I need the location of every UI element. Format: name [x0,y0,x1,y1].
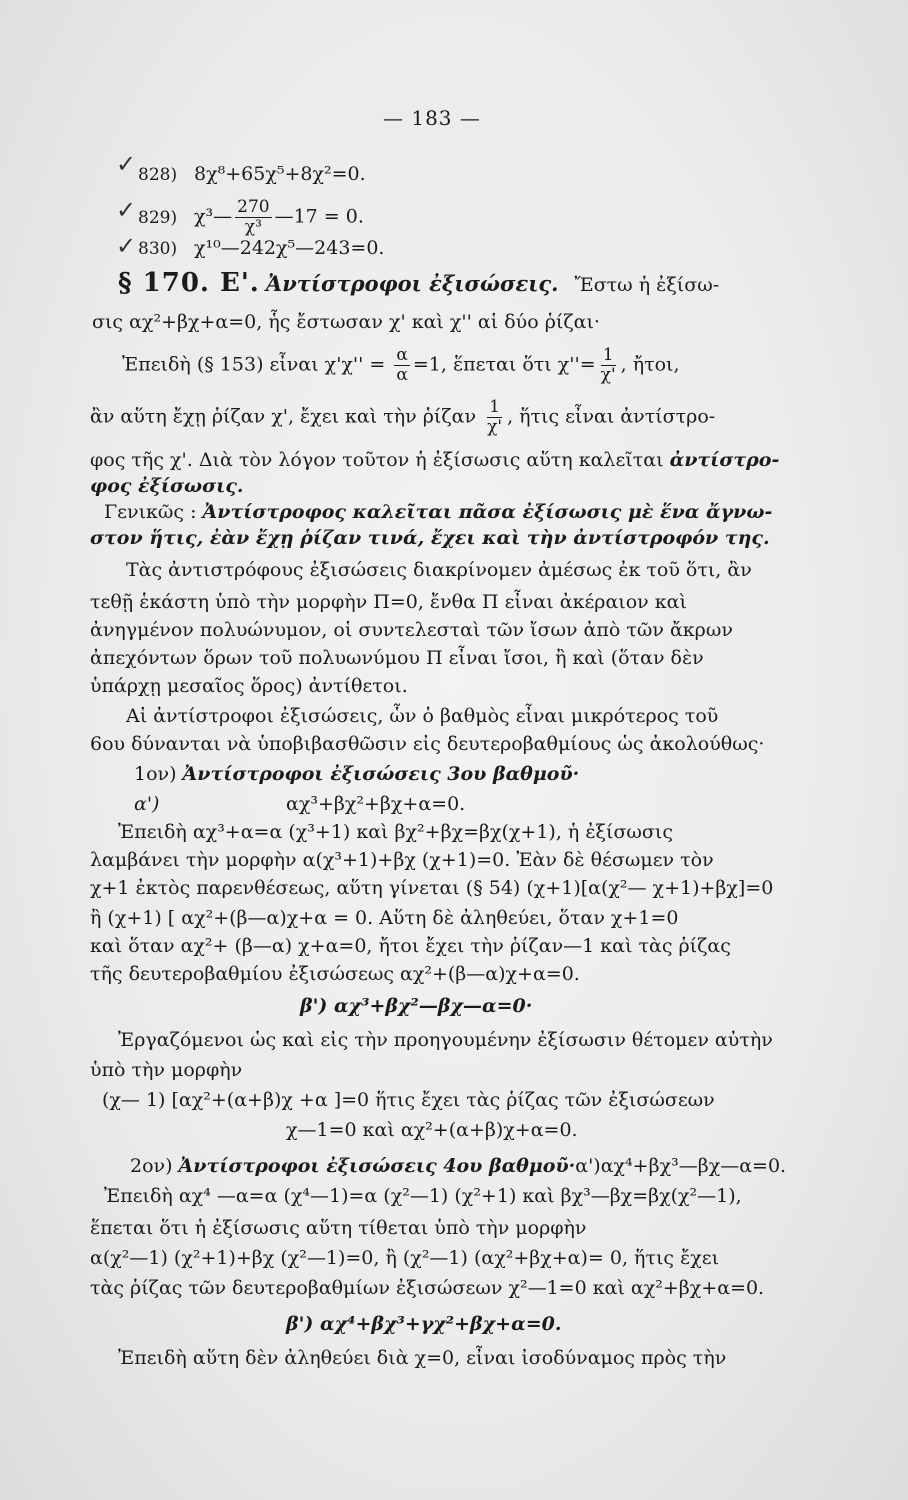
exercise-expression: 8χ⁸+65χ⁵+8χ²=0. [194,163,366,185]
subsection-heading [130,1154,786,1178]
text-line [90,448,779,472]
text-line: τῆς δευτεροβαθμίου ἐξισώσεως αχ²+(β—α)χ+α=0. [90,963,580,985]
pencil-check-icon: ✓ [116,150,137,178]
text-line: (χ— 1) [αχ²+(α+β)χ +α ]=0 ἥτις ἔχει τὰς ῥίζας τῶν ἐξισώσεων [102,1089,715,1111]
exercise-829 [138,198,364,237]
exercise-expression-post: —17 = 0. [274,205,364,228]
text-fragment: , ἤτοι, [620,353,680,376]
section-text: Ἔστω ἡ ἐξίσω- [574,274,720,296]
text-fragment: Γενικῶς : [104,501,197,523]
fraction [599,346,618,385]
fraction-numerator: α [396,345,408,365]
exercise-number: 828) [138,165,178,185]
equation-label: α') [134,793,160,815]
exercise-number: 829) [138,207,178,228]
equation: χ—1=0 καὶ αχ²+(α+β)χ+α=0. [286,1119,578,1141]
fraction-denominator: χ' [487,417,503,437]
text-line: σις αχ²+βχ+α=0, ἧς ἔστωσαν χ' καὶ χ'' αἱ δύο ῥίζαι· [92,311,600,333]
pencil-check-icon: ✓ [116,232,137,260]
text-line: τεθῇ ἑκάστη ὑπὸ τὴν μορφὴν Π=0, ἔνθα Π εἶναι ἀκέραιον καὶ [90,591,687,613]
text-line: Τὰς ἀντιστρόφους ἐξισώσεις διακρίνομεν ἀμέσως ἐκ τοῦ ὅτι, ἂν [126,559,752,581]
subsection-title: Ἀντίστροφοι ἐξισώσεις 4ου βαθμοῦ· [178,1155,576,1177]
subsection-heading [134,762,579,786]
exercise-828 [138,162,366,187]
emphasis-term: φος ἐξίσωσις. [90,475,244,497]
fraction-numerator: 1 [602,345,614,365]
text-line: ἕπεται ὅτι ἡ ἐξίσωσις αὕτη τίθεται ὑπὸ τὴν μορφὴν [90,1217,587,1239]
text-line: Αἱ ἀντίστροφοι ἐξισώσεις, ὧν ὁ βαθμὸς εἶναι μικρότερος τοῦ [126,705,719,727]
page-number: — 183 — [383,106,481,130]
fraction-denominator: χ' [600,365,616,385]
fraction-denominator: α [396,365,408,385]
fraction-numerator: 1 [489,397,500,417]
text-line: χ+1 ἐκτὸς παρενθέσεως, αὕτη γίνεται (§ 54) (χ+1)[α(χ²— χ+1)+βχ]=0 [90,877,774,899]
text-line: Ἐπειδὴ αὕτη δὲν ἀληθεύει διὰ χ=0, εἶναι ἰσοδύναμος πρὸς τὴν [118,1347,727,1369]
section-heading [118,268,719,300]
fraction-numerator: 270 [237,197,270,217]
fraction [394,346,409,385]
exercise-expression-pre: χ³— [194,205,233,228]
exercise-number: 830) [138,239,178,259]
text-line: ἀνηγμένον πολυώνυμον, οἱ συντελεσταὶ τῶν ἴσων ἀπὸ τῶν ἄκρων [90,619,733,641]
subsection-title: Ἀντίστροφοι ἐξισώσεις 3ου βαθμοῦ· [182,763,580,785]
fraction-denominator: χ³ [244,217,262,237]
text-line: α(χ²—1) (χ²+1)+βχ (χ²—1)=0, ἢ (χ²—1) (αχ²+βχ+α)= 0, ἥτις ἔχει [90,1247,720,1269]
text-line: τὰς ῥίζας τῶν δευτεροβαθμίων ἐξισώσεων χ²—1=0 καὶ αχ²+βχ+α=0. [90,1277,765,1299]
text-line: ἀπεχόντων ὅρων τοῦ πολυωνύμου Π εἶναι ἴσοι, ἢ καὶ (ὅταν δὲν [90,647,704,669]
fraction [485,398,504,437]
section-mark: § 170. Ε'. [118,268,260,298]
equation: β') αχ⁴+βχ³+γχ²+βχ+α=0. [286,1313,562,1335]
text-line: Ἐργαζόμενοι ὡς καὶ εἰς τὴν προηγουμένην ἐξίσωσιν θέτομεν αὐτὴν [118,1029,773,1051]
text-line: ὑπάρχῃ μεσαῖος ὅρος) ἀντίθετοι. [90,675,408,697]
text-fragment: ἂν αὕτη ἔχῃ ῥίζαν χ', ἔχει καὶ τὴν ῥίζαν [90,405,477,428]
equation: α')αχ⁴+βχ³—βχ—α=0. [575,1155,787,1177]
exercise-expression: χ¹⁰—242χ⁵—243=0. [194,237,385,259]
subsection-number: 1ον) [134,763,177,785]
text-fragment: φος τῆς χ'. Διὰ τὸν λόγον τοῦτον ἡ ἐξίσωσις αὕτη καλεῖται [90,449,664,471]
text-line-fractions [122,346,680,385]
text-fragment: Ἐπειδὴ (§ 153) εἶναι χ'χ'' = [122,353,386,376]
text-line: 6ου δύνανται νὰ ὑποβιβασθῶσιν εἰς δευτεροβαθμίους ὡς ἀκολούθως· [90,733,765,755]
emphasis-term: ἀντίστρο- [669,449,780,471]
equation: β') αχ³+βχ²—βχ—α=0· [300,995,533,1017]
exercise-830 [138,236,384,261]
text-line: Ἐπειδὴ αχ⁴ —α=α (χ⁴—1)=α (χ²—1) (χ²+1) καὶ βχ³—βχ=βχ(χ²—1), [104,1185,742,1207]
definition-text: στον ἥτις, ἐὰν ἔχῃ ῥίζαν τινά, ἔχει καὶ τὴν ἀντίστροφόν της. [90,527,770,549]
text-line: Ἐπειδὴ αχ³+α=α (χ³+1) καὶ βχ²+βχ=βχ(χ+1), ἡ ἐξίσωσις [118,821,673,843]
text-line: ὑπὸ τὴν μορφὴν [90,1059,243,1081]
text-line: καὶ ὅταν αχ²+ (β—α) χ+α=0, ἤτοι ἔχει τὴν ῥίζαν—1 καὶ τὰς ῥίζας [90,935,731,957]
text-line: ἢ (χ+1) [ αχ²+(β—α)χ+α = 0. Αὕτη δὲ ἀληθεύει, ὅταν χ+1=0 [90,907,679,929]
text-line-fraction [90,398,715,437]
text-fragment: =1, ἕπεται ὅτι χ''= [412,353,596,376]
subsection-number: 2ον) [130,1155,173,1177]
pencil-check-icon: ✓ [116,196,137,224]
definition-text: Ἀντίστροφος καλεῖται πᾶσα ἐξίσωσις μὲ ἕνα ἄγνω- [202,501,773,523]
equation: αχ³+βχ²+βχ+α=0. [286,793,466,815]
equation-line [134,792,465,816]
text-line: λαμβάνει τὴν μορφὴν α(χ³+1)+βχ (χ+1)=0. Ἐὰν δὲ θέσωμεν τὸν [90,849,714,871]
fraction [235,198,271,237]
text-fragment: , ἥτις εἶναι ἀντίστρο- [507,405,716,428]
section-title: Ἀντίστροφοι ἐξισώσεις. [265,271,559,296]
definition-line [104,500,772,524]
